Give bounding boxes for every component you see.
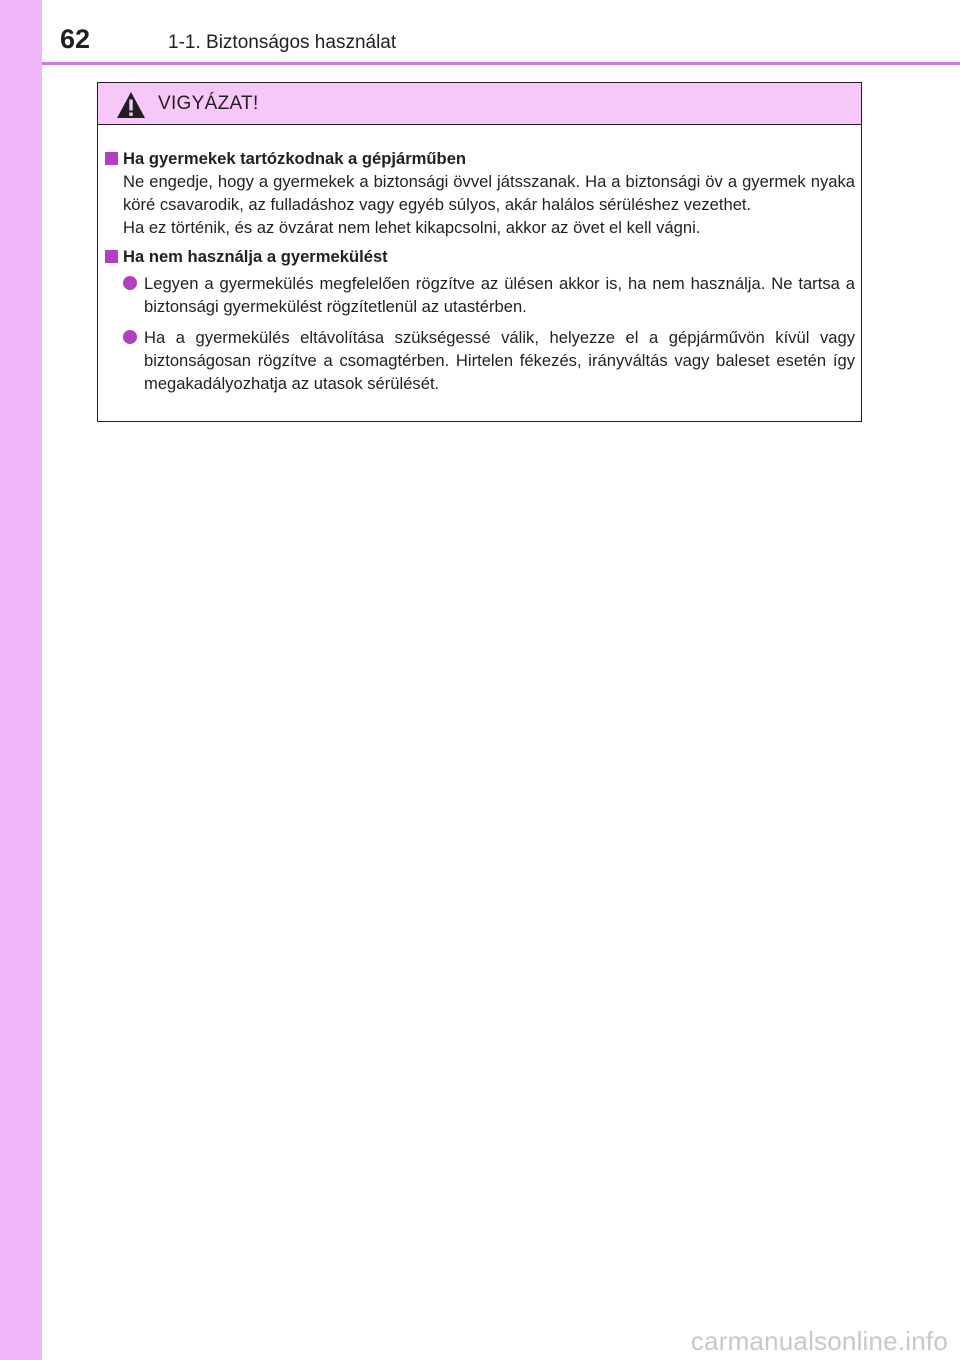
circle-bullet-icon xyxy=(123,276,137,290)
side-color-strip xyxy=(0,0,42,1360)
circle-bullet-icon xyxy=(123,330,137,344)
section-heading-text: Ha gyermekek tartózkodnak a gépjárműben xyxy=(123,149,467,168)
chapter-title: 1-1. Biztonságos használat xyxy=(168,32,397,53)
square-bullet-icon xyxy=(105,250,118,263)
page-number: 62 xyxy=(60,24,91,54)
list-item xyxy=(105,272,855,318)
paragraph: Ha ez történik, és az övzárat nem lehet kikapcsolni, akkor az övet el kell vágni. xyxy=(123,218,701,237)
section-heading-text: Ha nem használja a gyermekülést xyxy=(123,247,388,266)
list-item-text: Ha a gyermekülés eltávolítása szükségessé válik, helyezze el a gépjárművön kívül vagy biztonságosan rögzítve a csomagtérben. Hirtelen fékezés, irányváltás vagy baleset esetén így megakadályozhatja az utasok sérülését. xyxy=(144,328,855,393)
section-children-in-vehicle xyxy=(105,147,855,239)
square-bullet-icon xyxy=(105,152,118,165)
section-heading xyxy=(105,245,855,268)
warning-header xyxy=(98,83,861,125)
section-child-seat-not-used xyxy=(105,245,855,395)
watermark: carmanualsonline.info xyxy=(690,1326,948,1356)
paragraph: Ne engedje, hogy a gyermekek a biztonsági övvel játsszanak. Ha a biztonsági öv a gyermek nyaka köré csavarodik, az fulladáshoz vagy egyéb súlyos, akár halálos sérüléshez vezethet. xyxy=(123,172,855,214)
list-item xyxy=(105,326,855,395)
header-rule xyxy=(42,62,960,65)
warning-body xyxy=(105,147,855,403)
warning-box xyxy=(97,82,862,422)
list-item-text: Legyen a gyermekülés megfelelően rögzítve az ülésen akkor is, ha nem használja. Ne tartsa a biztonsági gyermekülést rögzítetlenül az utastérben. xyxy=(144,274,855,316)
warning-triangle-icon xyxy=(116,91,146,119)
section-heading xyxy=(105,147,855,170)
warning-title: VIGYÁZAT! xyxy=(158,93,259,114)
